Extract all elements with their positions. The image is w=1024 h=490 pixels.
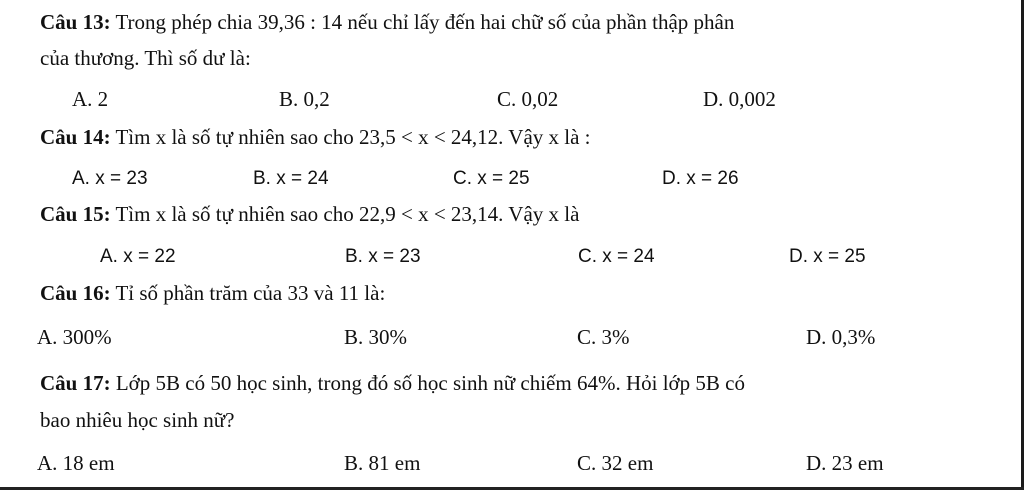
question-13-label: Câu 13: bbox=[40, 10, 111, 34]
question-15-option-a: A. x = 22 bbox=[100, 246, 176, 267]
question-14-option-a: A. x = 23 bbox=[72, 168, 148, 189]
question-17-text: Lớp 5B có 50 học sinh, trong đó số học sinh nữ chiếm 64%. Hỏi lớp 5B có bbox=[110, 371, 745, 395]
question-16-option-a: A. 300% bbox=[37, 325, 112, 349]
question-16-option-c: C. 3% bbox=[577, 325, 630, 349]
question-15-stem bbox=[40, 204, 579, 225]
question-15-label: Câu 15: bbox=[40, 202, 111, 226]
question-16-option-d: D. 0,3% bbox=[806, 325, 876, 349]
question-17-option-c: C. 32 em bbox=[577, 451, 654, 475]
question-17-stem bbox=[40, 373, 745, 394]
question-13-text: Trong phép chia 39,36 : 14 nếu chỉ lấy đến hai chữ số của phần thập phân bbox=[110, 10, 735, 34]
question-17-label: Câu 17: bbox=[40, 371, 111, 395]
question-15-text: Tìm x là số tự nhiên sao cho 22,9 < x < 23,14. Vậy x là bbox=[110, 202, 580, 226]
question-17-option-d: D. 23 em bbox=[806, 451, 884, 475]
question-15-option-c: C. x = 24 bbox=[578, 246, 655, 267]
question-14-option-c: C. x = 25 bbox=[453, 168, 530, 189]
question-14-option-d: D. x = 26 bbox=[662, 168, 739, 189]
question-16-stem bbox=[40, 283, 385, 304]
question-17-text-cont: bao nhiêu học sinh nữ? bbox=[40, 408, 235, 432]
question-13-text-cont: của thương. Thì số dư là: bbox=[40, 46, 251, 70]
question-13-option-c: C. 0,02 bbox=[497, 87, 559, 111]
question-17-option-a: A. 18 em bbox=[37, 451, 115, 475]
question-16-text: Tỉ số phần trăm của 33 và 11 là: bbox=[110, 281, 386, 305]
question-13-option-b: B. 0,2 bbox=[279, 87, 330, 111]
question-14-label: Câu 14: bbox=[40, 125, 111, 149]
question-14-option-b: B. x = 24 bbox=[253, 168, 329, 189]
question-16-option-b: B. 30% bbox=[344, 325, 407, 349]
question-15-option-d: D. x = 25 bbox=[789, 246, 866, 267]
question-14-stem bbox=[40, 127, 591, 148]
question-15-option-b: B. x = 23 bbox=[345, 246, 421, 267]
question-17-option-b: B. 81 em bbox=[344, 451, 421, 475]
question-16-label: Câu 16: bbox=[40, 281, 111, 305]
question-14-text: Tìm x là số tự nhiên sao cho 23,5 < x < 24,12. Vậy x là : bbox=[110, 125, 591, 149]
question-13-option-d: D. 0,002 bbox=[703, 87, 776, 111]
question-13-stem bbox=[40, 12, 734, 33]
question-13-option-a: A. 2 bbox=[72, 87, 109, 111]
